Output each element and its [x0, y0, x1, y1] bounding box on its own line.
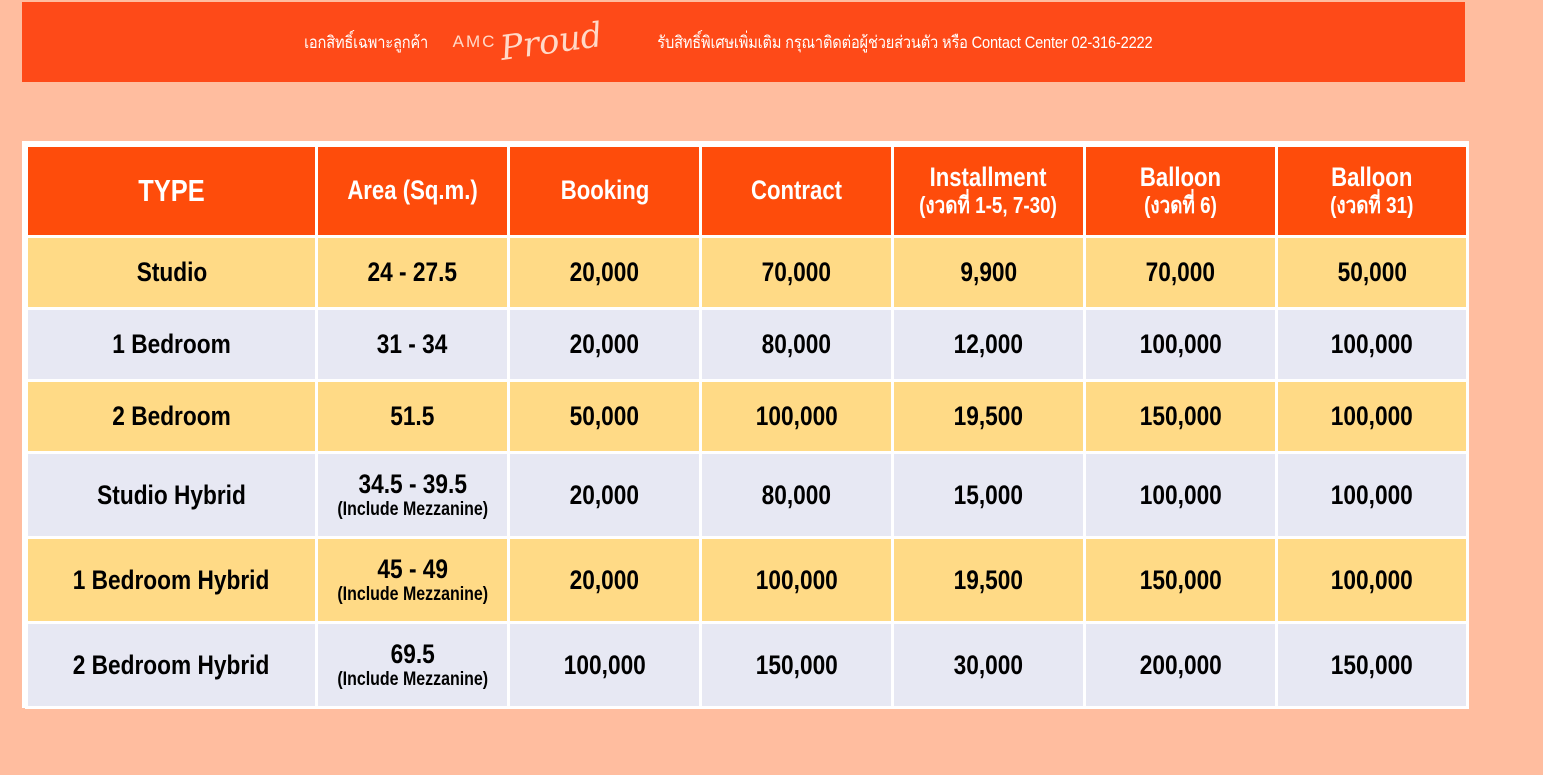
banner-right-text: รับสิทธิ์พิเศษเพิ่มเติม กรุณาติดต่อผู้ช่วยส่วนตัว หรือ Contact Center 02-316-2222 — [657, 32, 1153, 52]
cell-installment: 30,000 — [893, 623, 1085, 708]
cell-balloon-31: 100,000 — [1277, 453, 1468, 538]
header-installment-title: Installment — [930, 162, 1047, 193]
cell-contract: 80,000 — [701, 453, 893, 538]
header-balloon-6-sub: (งวดที่ 6) — [1144, 191, 1217, 218]
header-balloon-31-title: Balloon — [1331, 162, 1413, 193]
cell-installment: 15,000 — [893, 453, 1085, 538]
cell-contract: 100,000 — [701, 381, 893, 453]
cell-installment: 12,000 — [893, 309, 1085, 381]
cell-type: 2 Bedroom Hybrid — [27, 623, 317, 708]
cell-contract: 70,000 — [701, 237, 893, 309]
cell-type: 1 Bedroom Hybrid — [27, 538, 317, 623]
cell-balloon-6: 70,000 — [1085, 237, 1277, 309]
cell-type: 1 Bedroom — [27, 309, 317, 381]
table-row — [27, 538, 1468, 623]
cell-balloon-31: 50,000 — [1277, 237, 1468, 309]
cell-area-note: (Include Mezzanine) — [337, 584, 488, 605]
cell-type: Studio Hybrid — [27, 453, 317, 538]
cell-contract: 100,000 — [701, 538, 893, 623]
cell-installment: 19,500 — [893, 538, 1085, 623]
table-row — [27, 381, 1468, 453]
cell-contract: 150,000 — [701, 623, 893, 708]
table-row — [27, 237, 1468, 309]
cell-booking: 20,000 — [509, 453, 701, 538]
cell-area: 24 - 27.5 — [317, 237, 509, 309]
price-table-container — [22, 141, 1469, 708]
cell-area-value: 45 - 49 — [377, 553, 448, 584]
cell-area-note: (Include Mezzanine) — [337, 669, 488, 690]
cell-area — [317, 538, 509, 623]
cell-area: 51.5 — [317, 381, 509, 453]
cell-type: 2 Bedroom — [27, 381, 317, 453]
header-contract: Contract — [701, 146, 893, 237]
header-balloon-6 — [1085, 146, 1277, 237]
cell-booking: 100,000 — [509, 623, 701, 708]
price-table — [25, 144, 1469, 709]
table-row — [27, 623, 1468, 708]
header-installment-sub: (งวดที่ 1-5, 7-30) — [919, 191, 1058, 218]
cell-balloon-6: 200,000 — [1085, 623, 1277, 708]
cell-balloon-31: 100,000 — [1277, 309, 1468, 381]
cell-booking: 20,000 — [509, 309, 701, 381]
header-balloon-31 — [1277, 146, 1468, 237]
cell-contract: 80,000 — [701, 309, 893, 381]
cell-installment: 9,900 — [893, 237, 1085, 309]
cell-balloon-6: 150,000 — [1085, 538, 1277, 623]
cell-booking: 50,000 — [509, 381, 701, 453]
cell-balloon-31: 100,000 — [1277, 381, 1468, 453]
cell-area-note: (Include Mezzanine) — [337, 499, 488, 520]
cell-installment: 19,500 — [893, 381, 1085, 453]
logo-script-text: Proud — [498, 15, 606, 69]
cell-area: 31 - 34 — [317, 309, 509, 381]
cell-booking: 20,000 — [509, 538, 701, 623]
table-row — [27, 453, 1468, 538]
promo-banner — [22, 2, 1465, 82]
cell-area-value: 34.5 - 39.5 — [358, 468, 467, 499]
cell-balloon-31: 150,000 — [1277, 623, 1468, 708]
cell-area — [317, 623, 509, 708]
amc-proud-logo — [452, 12, 606, 72]
table-header-row — [27, 146, 1468, 237]
header-installment — [893, 146, 1085, 237]
table-row — [27, 309, 1468, 381]
header-type: TYPE — [27, 146, 317, 237]
cell-area-value: 69.5 — [390, 638, 435, 669]
banner-left-text: เอกสิทธิ์เฉพาะลูกค้า — [304, 32, 429, 52]
header-balloon-6-title: Balloon — [1139, 162, 1222, 193]
cell-area — [317, 453, 509, 538]
header-booking: Booking — [509, 146, 701, 237]
logo-amc-text: AMC — [452, 32, 497, 51]
cell-balloon-6: 100,000 — [1085, 309, 1277, 381]
cell-balloon-31: 100,000 — [1277, 538, 1468, 623]
cell-balloon-6: 100,000 — [1085, 453, 1277, 538]
header-area: Area (Sq.m.) — [317, 146, 509, 237]
cell-booking: 20,000 — [509, 237, 701, 309]
cell-type: Studio — [27, 237, 317, 309]
header-balloon-31-sub: (งวดที่ 31) — [1330, 191, 1414, 218]
cell-balloon-6: 150,000 — [1085, 381, 1277, 453]
